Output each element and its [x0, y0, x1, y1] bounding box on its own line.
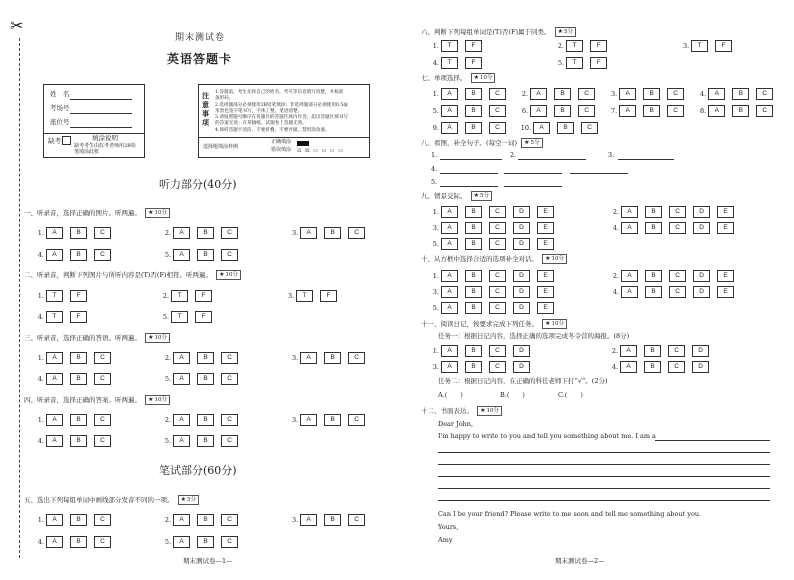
- option-box[interactable]: B: [465, 88, 482, 100]
- sec8-title: 八、看图，补全句子。(每空一词): [421, 139, 518, 147]
- notice-line: 的答案无效；在草稿纸、试题卷上答题无效。: [215, 121, 307, 127]
- option-box[interactable]: B: [557, 122, 574, 134]
- option-box[interactable]: C: [94, 514, 111, 526]
- listening-title: 听力部分(40分): [159, 178, 237, 191]
- option-box[interactable]: A: [441, 88, 458, 100]
- answer-row: 1. A B C 2. A B C 3. A B C: [33, 227, 372, 239]
- option-box[interactable]: C: [94, 435, 111, 447]
- option-box[interactable]: B: [554, 105, 571, 117]
- option-box[interactable]: A: [173, 352, 190, 364]
- option-box[interactable]: B: [465, 270, 482, 282]
- student-info-box: [43, 84, 145, 158]
- option-box[interactable]: B: [70, 352, 87, 364]
- option-box[interactable]: C: [669, 206, 686, 218]
- option-box[interactable]: D: [513, 286, 530, 298]
- option-box[interactable]: D: [513, 361, 530, 373]
- option-box[interactable]: B: [324, 227, 341, 239]
- option-box[interactable]: D: [693, 286, 710, 298]
- option-box[interactable]: B: [197, 373, 214, 385]
- score-badge: ★10分: [216, 270, 241, 280]
- answer-line[interactable]: [504, 173, 562, 174]
- notice-line: 4.保持答题卡清洁，不要折叠，不要弄破，禁用涂改液。: [215, 127, 330, 133]
- option-box[interactable]: D: [513, 206, 530, 218]
- option-box[interactable]: A: [173, 414, 190, 426]
- answer-row: 4. A B C 5. A B C: [33, 249, 245, 261]
- star-icon: ★: [524, 139, 530, 146]
- option-box[interactable]: T: [566, 57, 583, 69]
- option-box[interactable]: D: [692, 361, 709, 373]
- option-box[interactable]: B: [70, 227, 87, 239]
- answer-row: 4. A B C 5. A B C: [33, 373, 245, 385]
- option-box[interactable]: A: [621, 206, 638, 218]
- option-box[interactable]: D: [513, 270, 530, 282]
- option-box[interactable]: D: [513, 238, 530, 250]
- answer-row: 4. T F 5. T F: [428, 57, 614, 69]
- answer-line[interactable]: [504, 186, 562, 187]
- option-box[interactable]: F: [195, 290, 212, 302]
- option-box[interactable]: B: [732, 88, 749, 100]
- option-box[interactable]: D: [693, 206, 710, 218]
- option-box[interactable]: B: [70, 536, 87, 548]
- letter-yours: Yours,: [438, 523, 459, 531]
- notice-label: 注意事项: [202, 91, 209, 127]
- q-num: 2.: [510, 151, 517, 159]
- option-box[interactable]: F: [70, 290, 87, 302]
- option-box[interactable]: C: [756, 105, 773, 117]
- option-box[interactable]: C: [221, 249, 238, 261]
- option-box[interactable]: B: [465, 286, 482, 298]
- star-icon: ★: [545, 320, 551, 327]
- answer-row: 4. T F 5. T F: [33, 311, 219, 323]
- star-icon: ★: [545, 255, 551, 262]
- option-box[interactable]: T: [46, 311, 63, 323]
- answer-line[interactable]: [440, 186, 498, 187]
- option-box[interactable]: A: [621, 270, 638, 282]
- option-box[interactable]: C: [94, 373, 111, 385]
- star-icon: ★: [148, 396, 154, 403]
- option-box[interactable]: A: [300, 414, 317, 426]
- option-box[interactable]: C: [221, 536, 238, 548]
- option-box[interactable]: A: [533, 122, 550, 134]
- writing-line[interactable]: [438, 500, 770, 501]
- exam-no-label: 考场号: [50, 104, 70, 112]
- option-box[interactable]: C: [581, 122, 598, 134]
- option-box[interactable]: A: [441, 345, 458, 357]
- answer-row: 3. A B C D 4. A B C D: [428, 361, 716, 373]
- option-box[interactable]: B: [465, 222, 482, 234]
- option-box[interactable]: C: [348, 414, 365, 426]
- option-box[interactable]: E: [717, 222, 734, 234]
- option-box[interactable]: T: [171, 290, 188, 302]
- sec7-title: 七、单项选择。: [421, 74, 467, 82]
- option-box[interactable]: C: [667, 105, 684, 117]
- notice-line: 3.请按照题号顺序在各题目的答题区域内作答，超出答题区域书写: [215, 115, 349, 121]
- option-box[interactable]: D: [693, 222, 710, 234]
- fill-note-text: 缺考考生由监考老师用2B铅笔填涂此框: [74, 143, 136, 155]
- score-badge: ★10分: [145, 395, 170, 405]
- option-box[interactable]: C: [94, 414, 111, 426]
- option-box[interactable]: A: [441, 286, 458, 298]
- option-box[interactable]: T: [441, 40, 458, 52]
- option-box[interactable]: A: [530, 105, 547, 117]
- answer-row: 9. A B C 10. A B C: [428, 122, 605, 134]
- answer-row: 1. A B C D E 2. A B C D E: [428, 206, 741, 218]
- answer-line[interactable]: [440, 159, 502, 160]
- answer-row: 4. A B C 5. A B C: [33, 536, 245, 548]
- option-box[interactable]: F: [195, 311, 212, 323]
- option-box[interactable]: A: [173, 227, 190, 239]
- option-box[interactable]: C: [489, 345, 506, 357]
- option-box[interactable]: A: [708, 88, 725, 100]
- writing-line[interactable]: [438, 476, 770, 477]
- correct-label: 正确填涂: [271, 139, 292, 145]
- option-box[interactable]: F: [320, 290, 337, 302]
- scissors-icon: ✂: [10, 16, 24, 35]
- writing-line[interactable]: [438, 464, 770, 465]
- correct-mark: [297, 141, 309, 146]
- answer-row: 1. A B C 2. A B C 3. A B C: [33, 514, 372, 526]
- option-box[interactable]: B: [197, 249, 214, 261]
- option-box[interactable]: C: [489, 105, 506, 117]
- option-box[interactable]: C: [489, 122, 506, 134]
- letter-greeting: Dear John,: [438, 420, 474, 428]
- option-box[interactable]: F: [590, 40, 607, 52]
- option-box[interactable]: A: [621, 222, 638, 234]
- option-box[interactable]: A: [46, 536, 63, 548]
- option-box[interactable]: B: [465, 105, 482, 117]
- option-box[interactable]: F: [465, 40, 482, 52]
- example-label: 选择题填涂样例: [203, 144, 239, 150]
- option-box[interactable]: E: [717, 206, 734, 218]
- sec12-title: 十二、书面表达。: [421, 407, 473, 415]
- score-badge: ★5分: [471, 191, 492, 201]
- option-box[interactable]: E: [537, 206, 554, 218]
- option-box[interactable]: B: [645, 270, 662, 282]
- option-box[interactable]: C: [348, 227, 365, 239]
- option-box[interactable]: B: [197, 435, 214, 447]
- option-box[interactable]: C: [221, 514, 238, 526]
- answer-row: 3. A B C D E 4. A B C D E: [428, 222, 741, 234]
- option-box[interactable]: D: [513, 345, 530, 357]
- answer-row: 3. A B C D E 4. A B C D E: [428, 286, 741, 298]
- star-icon: ★: [148, 334, 154, 341]
- star-icon: ★: [219, 271, 225, 278]
- notice-line: 2.选择题部分必须使用2B铅笔填涂；非选择题部分必须使用0.5毫: [215, 102, 348, 108]
- answer-line[interactable]: [618, 159, 674, 160]
- option-box[interactable]: B: [70, 414, 87, 426]
- option-box[interactable]: E: [537, 286, 554, 298]
- exam-title: 期末测试卷: [175, 33, 226, 43]
- option-box[interactable]: F: [715, 40, 732, 52]
- option-box[interactable]: B: [465, 122, 482, 134]
- option-box[interactable]: A: [441, 238, 458, 250]
- answer-row: 5. A B C D E: [428, 302, 561, 314]
- score-badge: ★5分: [178, 495, 199, 505]
- option-box[interactable]: B: [197, 536, 214, 548]
- answer-row: 1. A B C 2. A B C 3. A B C 4. A B C: [428, 88, 780, 100]
- option-box[interactable]: F: [590, 57, 607, 69]
- option-box[interactable]: B: [644, 345, 661, 357]
- writing-line[interactable]: [655, 440, 770, 441]
- option-box[interactable]: F: [465, 57, 482, 69]
- option-box[interactable]: D: [513, 222, 530, 234]
- score-badge: ★10分: [471, 73, 496, 83]
- q-num: 5.: [431, 178, 438, 186]
- star-icon: ★: [180, 496, 186, 503]
- task2-c[interactable]: C.( ): [558, 391, 583, 399]
- option-box[interactable]: A: [620, 345, 637, 357]
- option-box[interactable]: B: [645, 222, 662, 234]
- option-box[interactable]: C: [489, 270, 506, 282]
- sec2-title: 二、听录音，判断下列图片与所听内容是(T)否(F)相符。听两遍。: [24, 271, 212, 279]
- answer-line[interactable]: [570, 173, 628, 174]
- option-box[interactable]: D: [513, 302, 530, 314]
- answer-row: 1. A B C D E 2. A B C D E: [428, 270, 741, 282]
- option-box[interactable]: C: [669, 286, 686, 298]
- option-box[interactable]: B: [645, 206, 662, 218]
- option-box[interactable]: A: [300, 227, 317, 239]
- option-box[interactable]: B: [554, 88, 571, 100]
- writing-title: 笔试部分(60分): [159, 464, 237, 477]
- option-box[interactable]: B: [643, 88, 660, 100]
- option-box[interactable]: A: [46, 352, 63, 364]
- option-box[interactable]: C: [348, 352, 365, 364]
- letter-first-line: I'm happy to write to you and tell you something about me. I am a: [438, 432, 656, 440]
- notice-line: 米黑色签字笔书写，字体工整、笔迹清楚。: [215, 108, 303, 114]
- score-badge: ★5分: [521, 138, 542, 148]
- sec3-title: 三、听录音，选择正确的答语。听两遍。: [24, 334, 141, 342]
- option-box[interactable]: A: [46, 514, 63, 526]
- letter-closing: Can I be your friend? Please write to me soon and tell me something about you.: [438, 510, 702, 518]
- option-box[interactable]: C: [221, 352, 238, 364]
- option-box[interactable]: A: [621, 286, 638, 298]
- option-box[interactable]: B: [324, 514, 341, 526]
- option-box[interactable]: A: [530, 88, 547, 100]
- answer-line[interactable]: [518, 159, 586, 160]
- option-box[interactable]: A: [441, 270, 458, 282]
- option-box[interactable]: E: [537, 302, 554, 314]
- star-icon: ★: [473, 192, 479, 199]
- option-box[interactable]: B: [324, 352, 341, 364]
- option-box[interactable]: C: [94, 536, 111, 548]
- option-box[interactable]: B: [70, 373, 87, 385]
- score-badge: ★10分: [542, 254, 567, 264]
- option-box[interactable]: E: [717, 270, 734, 282]
- option-box[interactable]: C: [669, 270, 686, 282]
- task1-text: 任务一：根据日记内容，选择正确的选项完成冬令营的海报。(8分): [438, 332, 630, 340]
- page-footer-2: 期末测试卷—2—: [555, 557, 605, 565]
- option-box[interactable]: A: [441, 361, 458, 373]
- option-box[interactable]: A: [173, 435, 190, 447]
- option-box[interactable]: C: [489, 222, 506, 234]
- option-box[interactable]: A: [441, 302, 458, 314]
- option-box[interactable]: E: [537, 270, 554, 282]
- option-box[interactable]: A: [46, 227, 63, 239]
- option-box[interactable]: B: [197, 514, 214, 526]
- answer-line[interactable]: [440, 173, 498, 174]
- option-box[interactable]: A: [441, 222, 458, 234]
- option-box[interactable]: C: [221, 414, 238, 426]
- answer-row: 1. T F 2. T F 3. T F: [428, 40, 739, 52]
- star-icon: ★: [148, 209, 154, 216]
- option-box[interactable]: B: [465, 361, 482, 373]
- option-box[interactable]: T: [691, 40, 708, 52]
- option-box[interactable]: C: [348, 514, 365, 526]
- option-box[interactable]: A: [441, 122, 458, 134]
- card-title: 英语答题卡: [167, 52, 233, 66]
- answer-row: 5. A B C 6. A B C 7. A B C 8. A B C: [428, 105, 780, 117]
- option-box[interactable]: B: [197, 227, 214, 239]
- option-box[interactable]: A: [300, 352, 317, 364]
- wrong-marks: ☑ ☒ ▭ ▭ ▭ ▭: [297, 148, 344, 154]
- option-box[interactable]: D: [693, 270, 710, 282]
- option-box[interactable]: A: [173, 514, 190, 526]
- option-box[interactable]: A: [46, 249, 63, 261]
- option-box[interactable]: B: [324, 414, 341, 426]
- q-num: 3.: [608, 151, 615, 159]
- q-num: 4.: [431, 165, 438, 173]
- option-box[interactable]: T: [46, 290, 63, 302]
- letter-signature: Amy: [438, 536, 453, 544]
- option-box[interactable]: C: [756, 88, 773, 100]
- option-box[interactable]: A: [46, 373, 63, 385]
- option-box[interactable]: B: [465, 302, 482, 314]
- score-badge: ★10分: [145, 333, 170, 343]
- seat-label: 座位号: [50, 118, 70, 126]
- star-icon: ★: [473, 74, 479, 81]
- q-num: 1.: [431, 151, 438, 159]
- option-box[interactable]: C: [221, 435, 238, 447]
- notice-line: 条形码。: [215, 96, 234, 102]
- answer-row: 4. A B C 5. A B C: [33, 435, 245, 447]
- option-box[interactable]: C: [578, 105, 595, 117]
- score-badge: ★10分: [477, 406, 502, 416]
- score-badge: ★5分: [555, 27, 576, 37]
- wrong-label: 错误填涂: [271, 147, 292, 153]
- option-box[interactable]: B: [643, 105, 660, 117]
- option-box[interactable]: B: [645, 286, 662, 298]
- cut-line: [19, 38, 20, 558]
- option-box[interactable]: C: [668, 345, 685, 357]
- option-box[interactable]: A: [441, 206, 458, 218]
- option-box[interactable]: T: [171, 311, 188, 323]
- option-box[interactable]: C: [489, 286, 506, 298]
- answer-row: 1. A B C D 2. A B C D: [428, 345, 716, 357]
- option-box[interactable]: B: [465, 345, 482, 357]
- option-box[interactable]: C: [489, 206, 506, 218]
- option-box[interactable]: A: [173, 249, 190, 261]
- option-box[interactable]: D: [692, 345, 709, 357]
- option-box[interactable]: T: [566, 40, 583, 52]
- option-box[interactable]: B: [465, 206, 482, 218]
- option-box[interactable]: A: [441, 105, 458, 117]
- option-box[interactable]: T: [296, 290, 313, 302]
- option-box[interactable]: B: [732, 105, 749, 117]
- answer-row: 1. A B C 2. A B C 3. A B C: [33, 414, 372, 426]
- score-badge: ★10分: [145, 208, 170, 218]
- option-box[interactable]: C: [221, 373, 238, 385]
- option-box[interactable]: B: [197, 352, 214, 364]
- absent-label: 缺考: [48, 137, 61, 145]
- notice-box: [198, 84, 370, 158]
- option-box[interactable]: C: [94, 249, 111, 261]
- task2-text: 任务二：根据日记内容，在正确的科任老师下打“√”。(2分): [438, 377, 608, 385]
- option-box[interactable]: A: [619, 88, 636, 100]
- option-box[interactable]: F: [70, 311, 87, 323]
- option-box[interactable]: C: [489, 361, 506, 373]
- option-box[interactable]: C: [94, 352, 111, 364]
- answer-row: 1. T F 2. T F 3. T F: [33, 290, 344, 302]
- notice-line: 1.答题前，考生先将自己的姓名、考号等信息填写清楚，并核准: [215, 90, 344, 95]
- option-box[interactable]: B: [644, 361, 661, 373]
- page-footer-1: 期末测试卷—1—: [183, 557, 233, 565]
- writing-line[interactable]: [438, 488, 770, 489]
- option-box[interactable]: B: [197, 414, 214, 426]
- option-box[interactable]: C: [489, 88, 506, 100]
- option-box[interactable]: A: [173, 373, 190, 385]
- sec4-title: 四、听录音，选择正确的答案。听两遍。: [24, 396, 141, 404]
- option-box[interactable]: A: [300, 514, 317, 526]
- option-box[interactable]: B: [70, 435, 87, 447]
- option-box[interactable]: B: [70, 249, 87, 261]
- sec6-title: 六、判断下列每组单词是(T)否(F)属于同类。: [421, 28, 551, 36]
- task2-a[interactable]: A.( ): [438, 391, 463, 399]
- option-box[interactable]: E: [537, 222, 554, 234]
- absent-checkbox[interactable]: [62, 136, 71, 145]
- option-box[interactable]: C: [94, 227, 111, 239]
- sec1-title: 一、听录音，选择正确的图片。听两遍。: [24, 209, 141, 217]
- option-box[interactable]: E: [537, 238, 554, 250]
- task2-b[interactable]: B.( ): [500, 391, 525, 399]
- option-box[interactable]: B: [465, 238, 482, 250]
- option-box[interactable]: C: [667, 88, 684, 100]
- option-box[interactable]: C: [489, 302, 506, 314]
- score-badge: ★10分: [542, 319, 567, 329]
- sec9-title: 九、情景交际。: [421, 192, 467, 200]
- option-box[interactable]: A: [173, 536, 190, 548]
- option-box[interactable]: A: [619, 105, 636, 117]
- answer-row: 5. A B C D E: [428, 238, 561, 250]
- option-box[interactable]: A: [46, 414, 63, 426]
- answer-row: 1. A B C 2. A B C 3. A B C: [33, 352, 372, 364]
- option-box[interactable]: A: [708, 105, 725, 117]
- sec10-title: 十、从方框中选择合适的选项补全对话。: [421, 255, 538, 263]
- fill-note-title: 填涂说明: [92, 134, 118, 142]
- sec5-title: 五、选出下列每组单词中画线部分发音不同的一项。: [24, 496, 174, 504]
- option-box[interactable]: E: [717, 286, 734, 298]
- option-box[interactable]: C: [668, 361, 685, 373]
- option-box[interactable]: A: [620, 361, 637, 373]
- star-icon: ★: [557, 28, 563, 35]
- option-box[interactable]: B: [70, 514, 87, 526]
- sec11-title: 十一、阅读日记，按要求完成下列任务。: [421, 320, 538, 328]
- option-box[interactable]: A: [46, 435, 63, 447]
- writing-line[interactable]: [438, 452, 770, 453]
- star-icon: ★: [480, 407, 486, 414]
- option-box[interactable]: T: [441, 57, 458, 69]
- option-box[interactable]: C: [489, 238, 506, 250]
- option-box[interactable]: C: [669, 222, 686, 234]
- name-label: 姓 名: [50, 90, 70, 98]
- option-box[interactable]: C: [221, 227, 238, 239]
- option-box[interactable]: C: [578, 88, 595, 100]
